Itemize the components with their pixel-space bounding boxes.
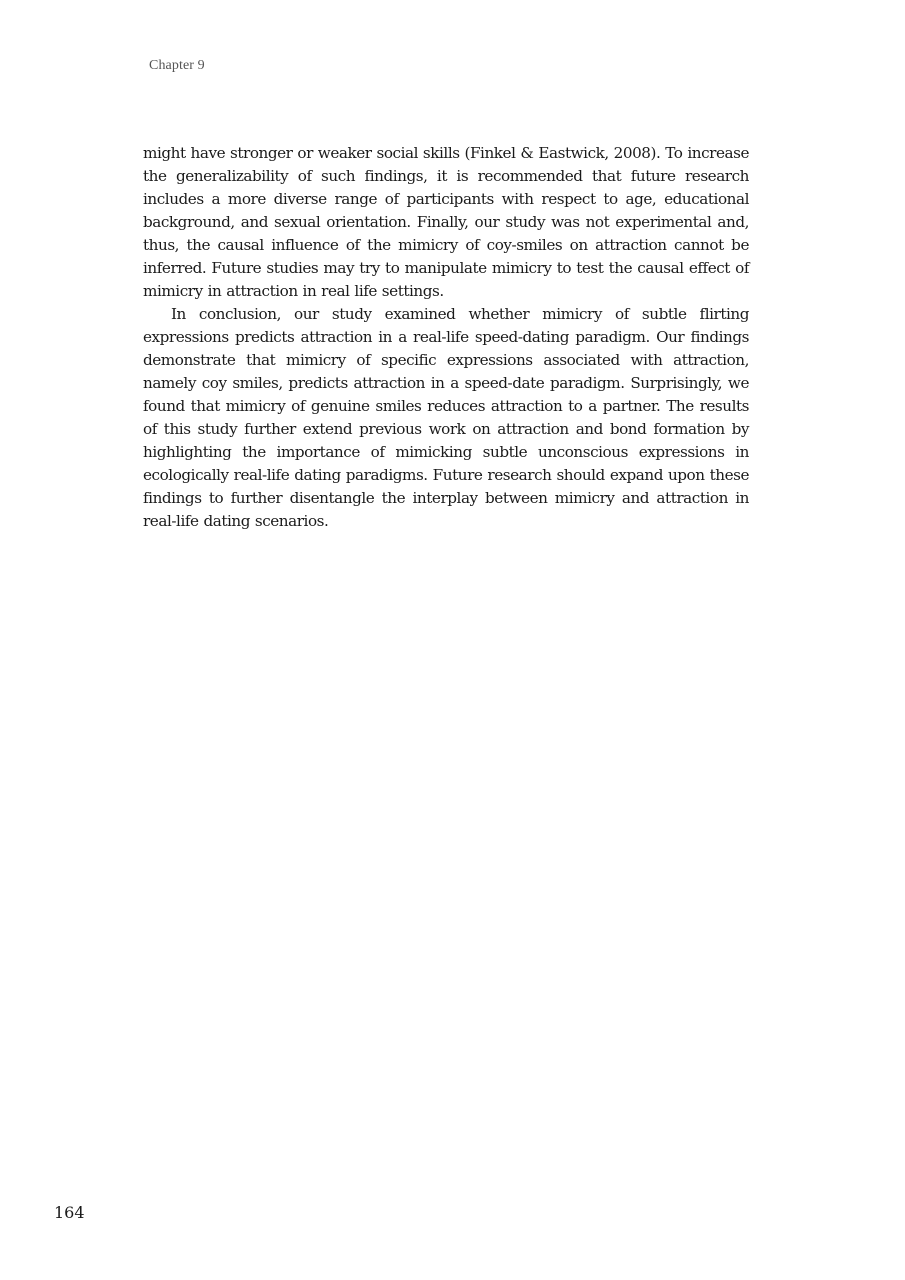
body-text (143, 142, 749, 533)
paragraph-conclusion: In conclusion, our study examined whether mimicry of subtle flirting expressions predicts attraction in a real-life speed-dating paradigm. Our findings demonstrate that mimicry of specific expressions associated with attraction, namely coy smiles, predicts attraction in a speed-date paradigm. Surprisingly, we found that mimicry of genuine smiles reduces attraction to a partner. The results of this study further extend previous work on attraction and bond formation by highlighting the importance of mimicking subtle unconscious expressions in ecologically real-life dating paradigms. Future research should expand upon these findings to further disentangle the interplay between mimicry and attraction in real-life dating scenarios. (143, 305, 749, 530)
page-number: 164 (54, 1203, 85, 1222)
running-head: Chapter 9 (149, 58, 205, 73)
paragraph-limitations: might have stronger or weaker social skills (Finkel & Eastwick, 2008). To increase the generalizability of such findings, it is recommended that future research includes a more diverse range of participants with respect to age, educational background, and sexual orientation. Finally, our study was not experimental and, thus, the causal influence of the mimicry of coy-smiles on attraction cannot be inferred. Future studies may try to manipulate mimicry to test the causal effect of mimicry in attraction in real life settings. (143, 144, 749, 300)
